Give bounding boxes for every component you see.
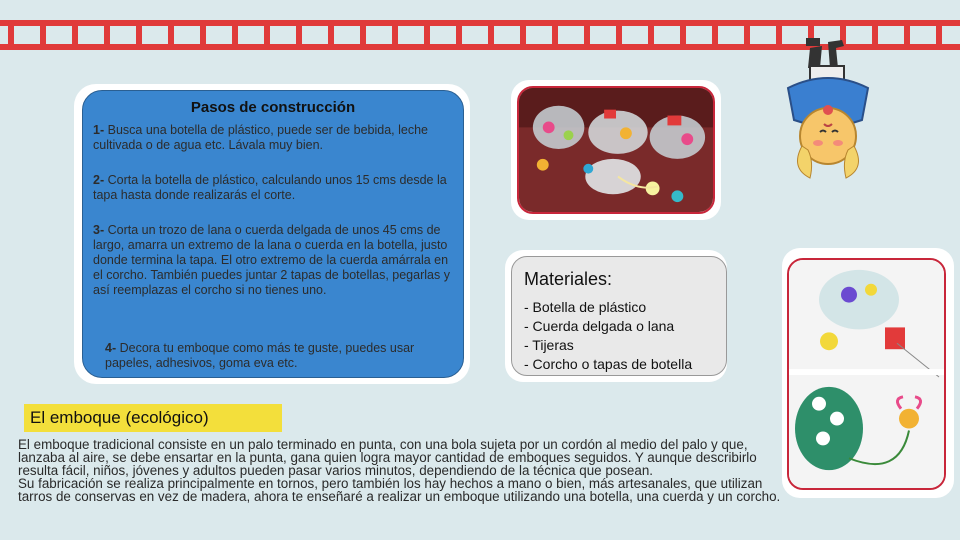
article-body bbox=[18, 438, 788, 503]
bottles-photo-frame bbox=[511, 80, 721, 220]
step-text: Decora tu emboque como más te guste, puedes usar papeles, adhesivos, goma eva etc. bbox=[105, 341, 415, 370]
step-text: Corta la botella de plástico, calculando unos 15 cms desde la tapa hasta donde realizarás el corte. bbox=[93, 173, 447, 202]
construction-steps-box bbox=[82, 90, 464, 378]
material-item: - Corcho o tapas de botella bbox=[524, 356, 693, 372]
material-item: - Tijeras bbox=[524, 337, 574, 353]
step-1 bbox=[93, 123, 463, 153]
emboque-photo-frame bbox=[782, 248, 954, 498]
article-paragraph-2: Su fabricación se realiza principalmente en tornos, pero también los hay hechos a mano o bien, más artesanales, que utilizan tarros de conservas en vez de madera, ahora te enseñaré a realizar un emboque utilizando una botella, una cuerda y un corcho. bbox=[18, 476, 781, 504]
step-number: 4- bbox=[105, 341, 117, 355]
construction-steps-panel bbox=[74, 84, 470, 384]
step-number: 2- bbox=[93, 173, 105, 187]
steps-title: Pasos de construcción bbox=[190, 99, 356, 116]
materials-box bbox=[511, 256, 727, 376]
step-text: Busca una botella de plástico, puede ser de bebida, leche cultivada o de agua etc. Lávala muy bien. bbox=[93, 123, 428, 152]
step-4 bbox=[105, 341, 450, 371]
materials-panel bbox=[505, 250, 727, 382]
hanging-girl-illustration bbox=[780, 28, 880, 188]
step-3 bbox=[93, 223, 458, 298]
material-item: - Cuerda delgada o lana bbox=[524, 318, 675, 334]
step-number: 1- bbox=[93, 123, 105, 137]
article-heading: El emboque (ecológico) bbox=[30, 408, 209, 427]
article-paragraph-1: El emboque tradicional consiste en un palo terminado en punta, con una bola sujeta por un cordón al medio del palo y que, lanzaba al aire, se debe ensartar en la punta, gana quien logra mayor cantidad de emboques seguidos. Y aunque describirlo resulta fácil, niños, jóvenes y adultos pueden pasar varios minutos, dependiendo de la técnica que posean. bbox=[18, 437, 757, 478]
step-2 bbox=[93, 173, 463, 203]
emboque-photo bbox=[787, 258, 946, 490]
step-number: 3- bbox=[93, 223, 105, 237]
step-text: Corta un trozo de lana o cuerda delgada de unos 45 cms de largo, amarra un extremo de la lana o cuerda en la botella, justo donde termina la tapa. El otro extremo de la cuerda amárrala en el corcho. También puedes juntar 2 tapas de botellas, pegarlas y así reemplazas el corcho si no tienes uno. bbox=[93, 223, 450, 297]
materials-title: Materiales: bbox=[524, 269, 613, 289]
bottles-photo bbox=[517, 86, 715, 214]
article-heading-box bbox=[24, 404, 282, 432]
material-item: - Botella de plástico bbox=[524, 299, 647, 315]
